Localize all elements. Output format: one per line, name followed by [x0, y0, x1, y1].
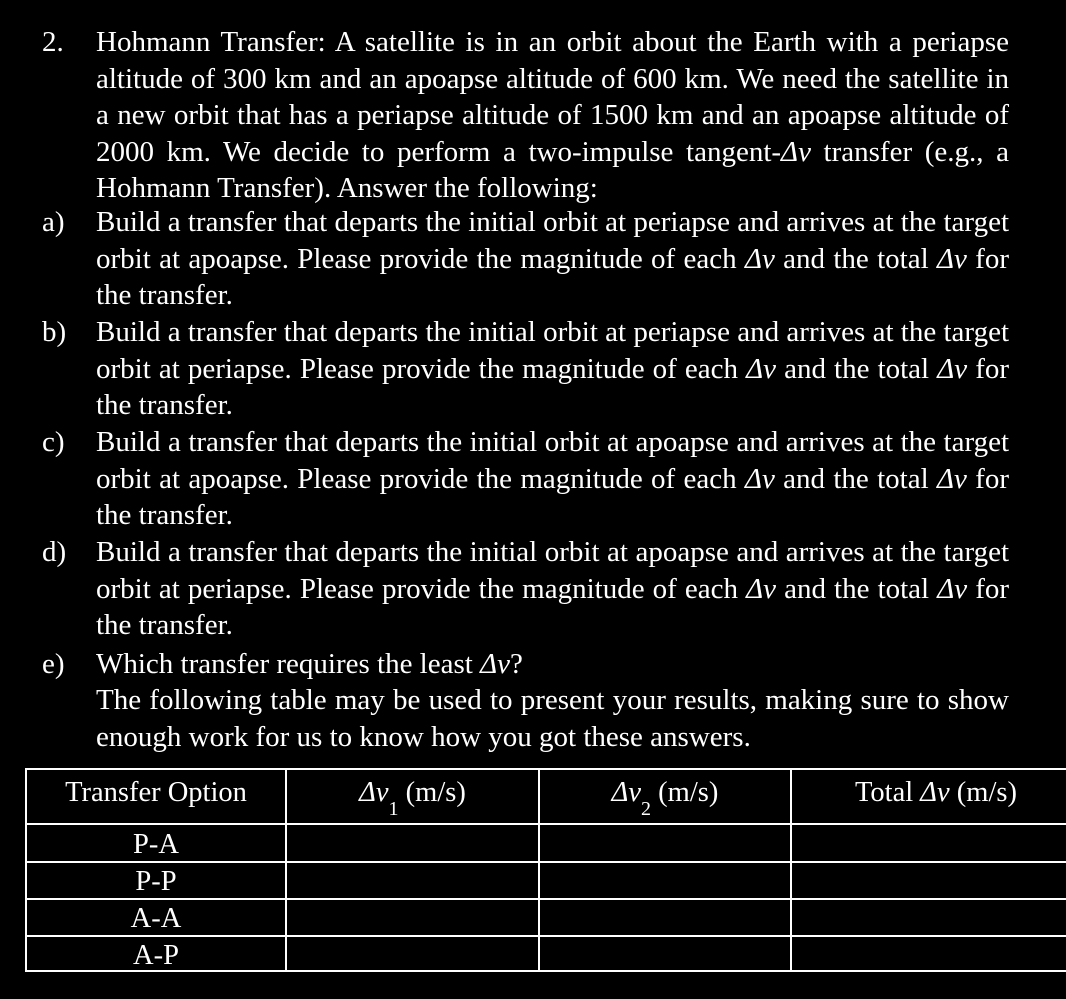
delta-v-symbol: Δv: [936, 462, 967, 495]
header-transfer-option: Transfer Option: [65, 777, 247, 808]
part-d-text: Build a transfer that departs the initial orbit at apoapse and arrives at the target orbit at periapse. Please provide the magnitude of each Δv and the total Δv for the transfer.: [96, 536, 1010, 642]
part-a-text: Build a transfer that departs the initial orbit at periapse and arrives at the target orbit at apoapse. Please provide the magnitude of each Δv and the total Δv for the transfer.: [96, 206, 1009, 312]
header-dv1-symbol: Δv: [359, 777, 389, 808]
part-b-label: b): [42, 316, 67, 348]
part-e-label: e): [42, 648, 65, 680]
header-dv1-unit: (m/s): [398, 777, 466, 808]
delta-v-symbol: Δv: [937, 572, 968, 605]
part-c-text: Build a transfer that departs the initial orbit at apoapse and arrives at the target orbit at apoapse. Please provide the magnitude of each Δv and the total Δv for the transfer.: [96, 426, 1009, 532]
delta-v-symbol: Δv: [936, 242, 967, 275]
header-dv2-symbol: Δv: [611, 777, 642, 808]
header-dv2-unit: (m/s): [651, 777, 719, 808]
row-option-label: A-P: [133, 940, 179, 971]
header-total-unit: (m/s): [949, 777, 1017, 808]
delta-v-symbol: Δv: [744, 242, 775, 275]
problem-number: 2.: [42, 26, 64, 58]
header-dv1-subscript: 1: [388, 798, 399, 820]
part-d-label: d): [42, 536, 67, 568]
part-c-label: c): [42, 426, 65, 458]
delta-v-symbol: Δv: [480, 648, 510, 680]
header-dv2: [540, 770, 790, 822]
row-option-label: P-A: [133, 829, 179, 860]
table-note-text: The following table may be used to present your results, making sure to show enough work for us to know how you got these answers.: [96, 684, 1009, 753]
header-total-prefix: Total: [855, 777, 921, 808]
header-total-dv: [792, 770, 1066, 822]
header-dv1: [287, 770, 538, 822]
table-row-divider: [27, 823, 1066, 825]
header-total-symbol: Δv: [920, 777, 950, 808]
header-dv2-subscript: 2: [641, 798, 652, 820]
part-a-label: a): [42, 206, 65, 238]
delta-v-symbol: Δv: [746, 352, 777, 385]
delta-v-symbol: Δv: [746, 572, 777, 605]
row-option-label: A-A: [130, 903, 182, 934]
delta-v-symbol: Δv: [744, 462, 775, 495]
row-option-label: P-P: [135, 866, 177, 897]
part-b-text: Build a transfer that departs the initial orbit at periapse and arrives at the target orbit at periapse. Please provide the magnitude of each Δv and the total Δv for the transfer.: [96, 316, 1010, 422]
results-table: [25, 768, 1066, 972]
delta-v-symbol: Δv: [937, 352, 968, 385]
part-e-text: Which transfer requires the least Δv?: [96, 648, 523, 680]
problem-intro-text: Hohmann Transfer: A satellite is in an orbit about the Earth with a periapse altitude of 300 km and an apoapse altitude of 600 km. We need the satellite in a new orbit that has a periapse altitude of 1500 km and an apoapse altitude of 2000 km. We decide to perform a two-impulse tangent-Δv transfer (e.g., a Hohmann Transfer). Answer the following:: [96, 26, 1009, 205]
delta-v-symbol: Δv: [781, 135, 811, 168]
